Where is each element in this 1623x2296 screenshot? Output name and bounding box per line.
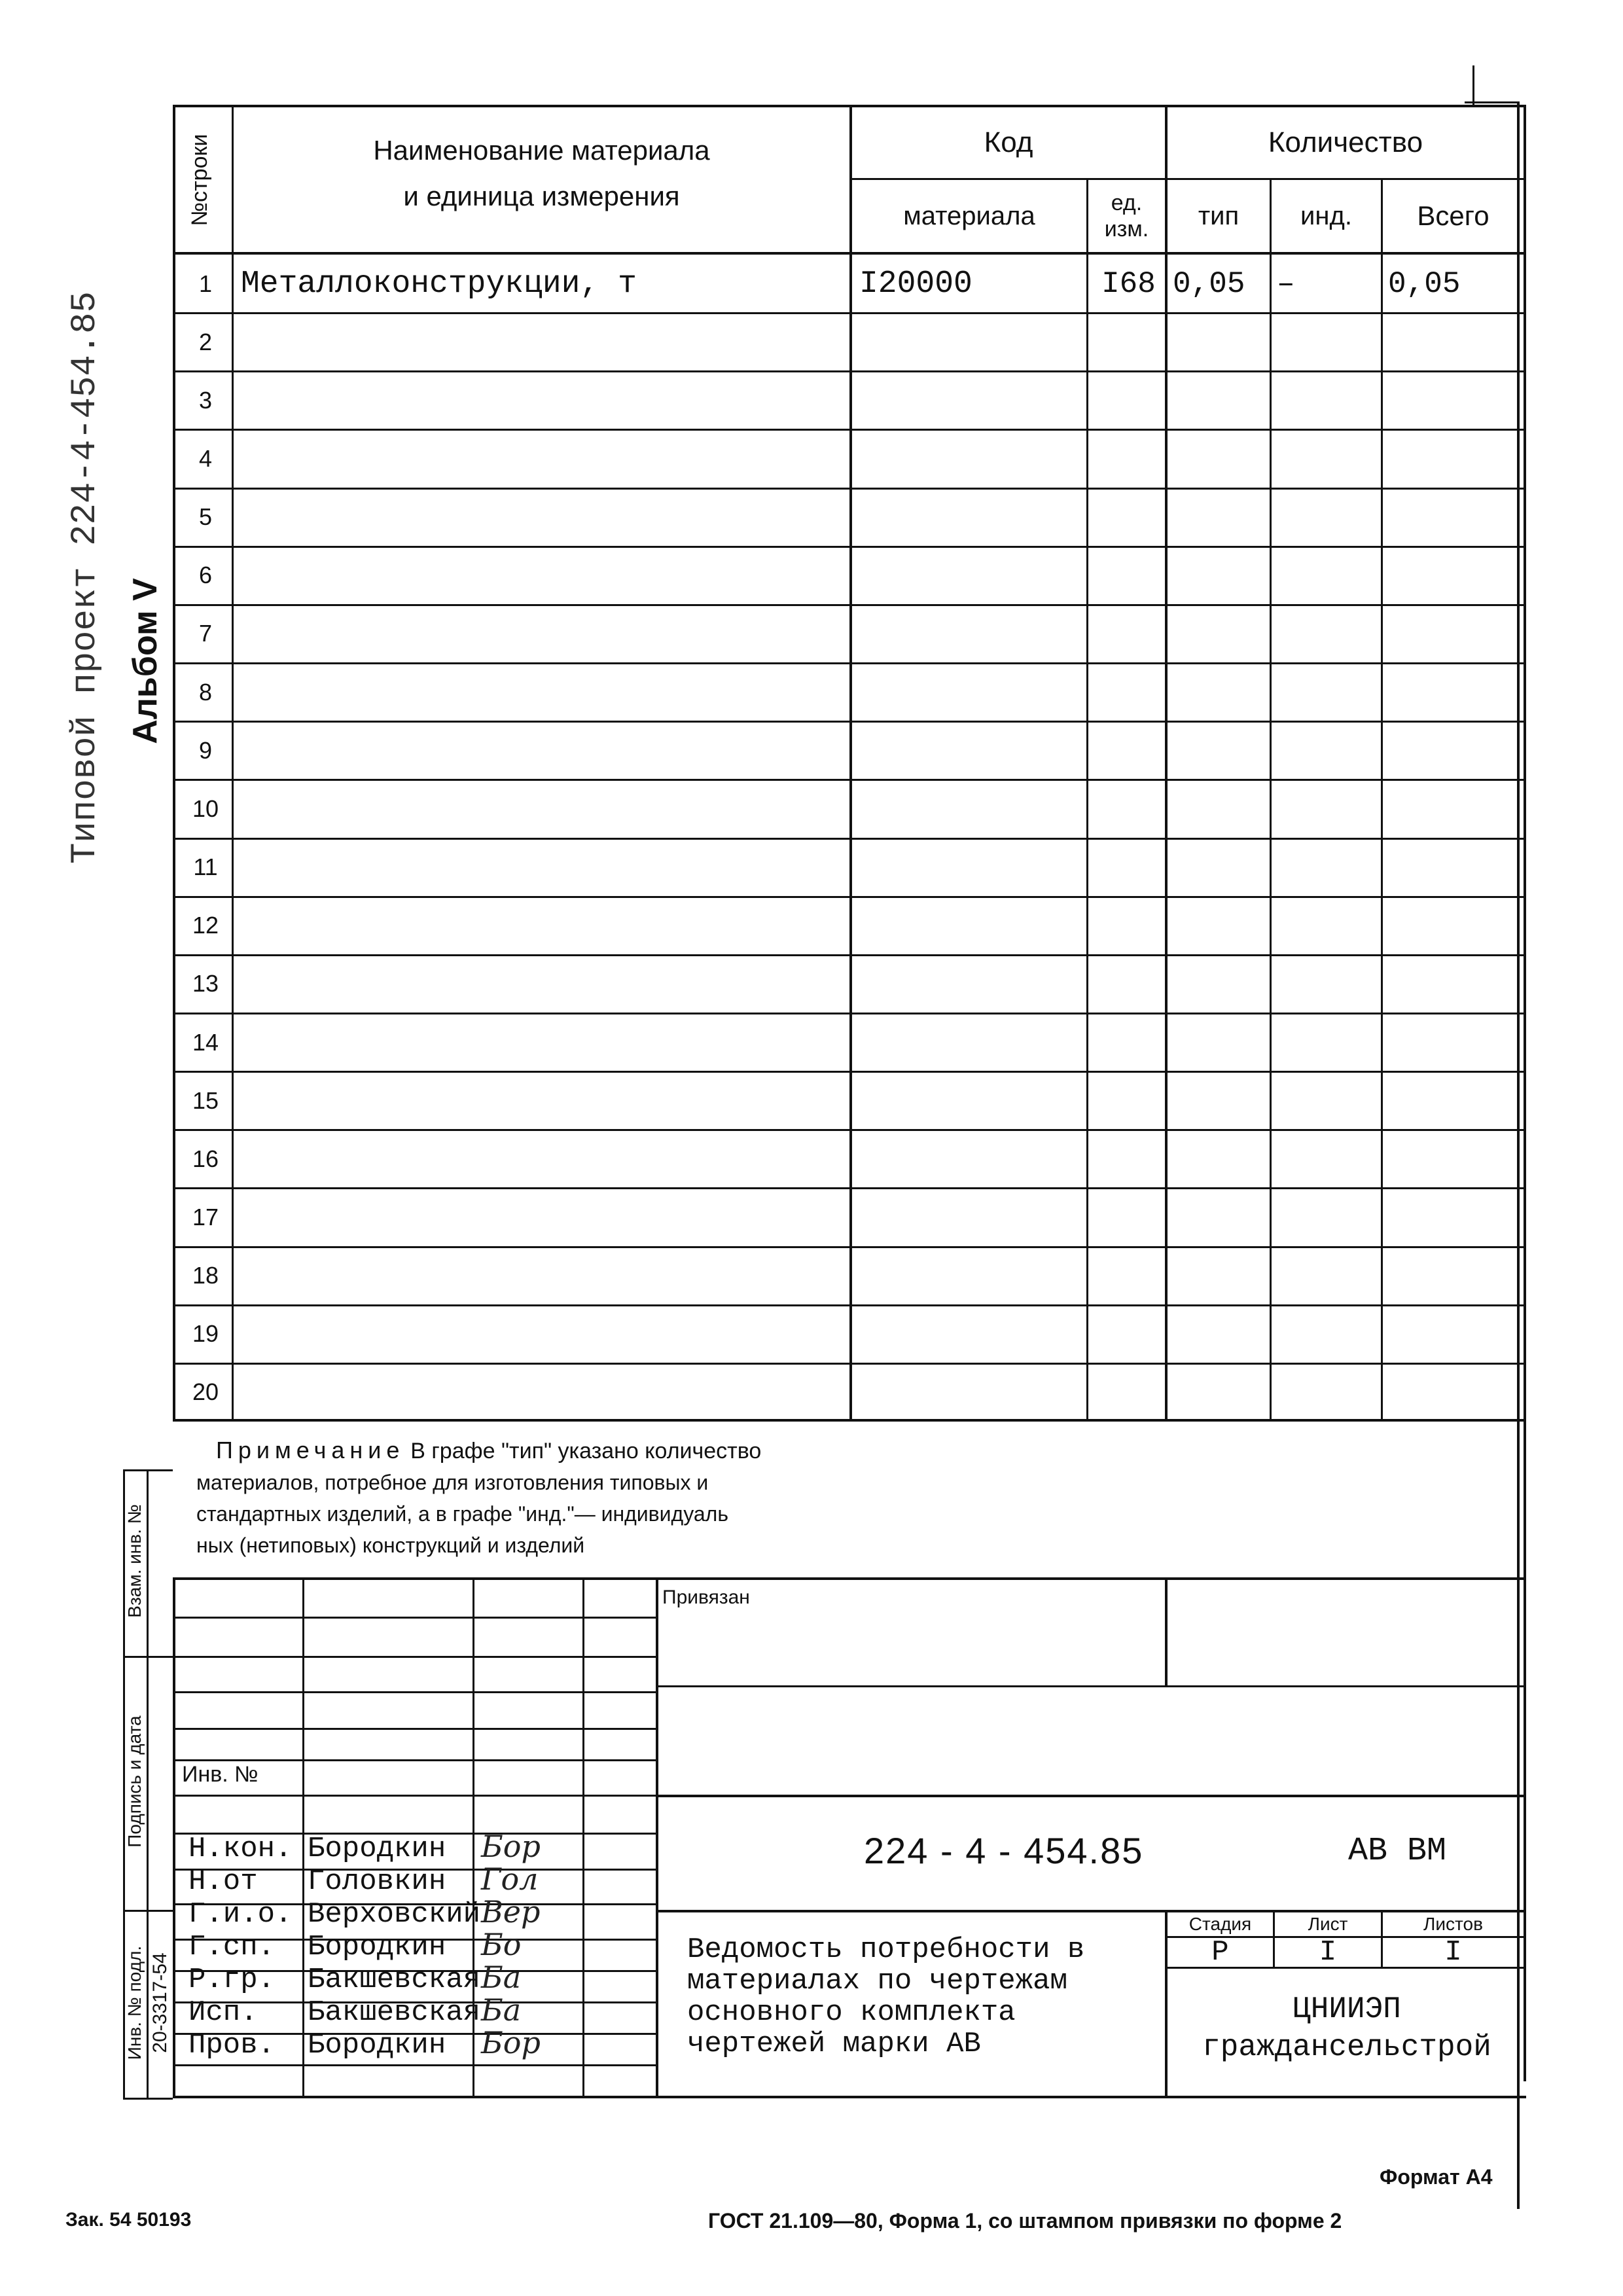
- signature: Бор: [481, 2025, 541, 2060]
- material-code: [859, 371, 1085, 429]
- material-code: [859, 780, 1085, 838]
- signer-role: Исп.: [188, 1996, 258, 2029]
- title-line: материалах по чертежам: [687, 1965, 1067, 1998]
- material-code: [859, 429, 1085, 488]
- qty-ind-header: инд.: [1300, 201, 1352, 230]
- qty-total: [1388, 780, 1522, 838]
- signature: Ба: [481, 1992, 522, 2028]
- material-name: [241, 1363, 848, 1422]
- document-title: [687, 1934, 1084, 2060]
- qty-ind: [1277, 1071, 1380, 1130]
- qty-total: [1388, 955, 1522, 1013]
- qty-type-header: тип: [1198, 201, 1240, 230]
- qty-total: [1388, 1247, 1522, 1305]
- qty-type: [1173, 721, 1268, 780]
- row-number: 15: [192, 1086, 219, 1114]
- name-header-line1: Наименование материала: [373, 135, 710, 166]
- row-number: 18: [192, 1262, 219, 1289]
- sheet-label: Лист: [1308, 1914, 1348, 1934]
- unit-code: [1094, 897, 1164, 955]
- signer-name: Головкин: [308, 1865, 446, 1898]
- material-code: [859, 605, 1085, 663]
- name-header-line2: и единица измерения: [403, 181, 680, 211]
- row-number: 6: [198, 562, 213, 589]
- qty-ind: [1277, 663, 1380, 721]
- qty-ind: [1277, 897, 1380, 955]
- unit-code: [1094, 838, 1164, 897]
- material-code: [859, 1305, 1085, 1363]
- unit-code: [1094, 780, 1164, 838]
- unit-code: [1094, 429, 1164, 488]
- qty-total: [1388, 605, 1522, 663]
- row-number: 4: [198, 445, 213, 472]
- qty-total: [1388, 838, 1522, 897]
- material-code: [859, 488, 1085, 547]
- qty-ind: [1277, 1363, 1380, 1422]
- qty-type: [1173, 547, 1268, 605]
- qty-total: [1388, 547, 1522, 605]
- material-name: [241, 1071, 848, 1130]
- qty-ind: [1277, 838, 1380, 897]
- signer-role: Р.гр.: [188, 1964, 276, 1996]
- organization-line1: ЦНИИЭП: [1293, 1992, 1401, 2026]
- inv-podl-label: Инв. № подл.: [124, 1945, 145, 2060]
- qty-total: [1388, 488, 1522, 547]
- qty-ind: [1277, 955, 1380, 1013]
- material-name: [241, 838, 848, 897]
- material-code: [859, 721, 1085, 780]
- qty-type: [1173, 897, 1268, 955]
- material-name: [241, 1188, 848, 1246]
- row-number: 17: [192, 1203, 219, 1230]
- qty-type: [1173, 429, 1268, 488]
- organization-line2: граждансельстрой: [1202, 2030, 1491, 2064]
- qty-total: 0,05: [1388, 266, 1461, 301]
- qty-ind: [1277, 371, 1380, 429]
- unit-code: [1094, 1188, 1164, 1246]
- material-name: [241, 1247, 848, 1305]
- note-line: ных (нетиповых) конструкций и изделий: [196, 1534, 585, 1557]
- unit-code: I68: [1101, 266, 1156, 301]
- qty-ind: [1277, 488, 1380, 547]
- qty-ind: [1277, 1130, 1380, 1188]
- qty-ind: [1277, 1013, 1380, 1071]
- qty-type: [1173, 1305, 1268, 1363]
- signer-name: Бородкин: [308, 1833, 446, 1865]
- material-code: [859, 663, 1085, 721]
- qty-total: [1388, 1130, 1522, 1188]
- document-mark: АВ ВМ: [1348, 1833, 1447, 1870]
- qty-type: [1173, 488, 1268, 547]
- sheets-label: Листов: [1423, 1914, 1483, 1934]
- row-number: 10: [192, 795, 219, 822]
- material-code: I20000: [859, 266, 972, 302]
- unit-code: [1094, 313, 1164, 371]
- material-code: [859, 1363, 1085, 1422]
- material-name: [241, 663, 848, 721]
- sheets-value: I: [1444, 1937, 1462, 1967]
- unit-code: [1094, 1247, 1164, 1305]
- note: [196, 1435, 761, 1561]
- signature: Вер: [481, 1894, 541, 1929]
- note-line: В графе "тип" указано количество: [410, 1439, 762, 1463]
- material-name: [241, 605, 848, 663]
- unit-code: [1094, 663, 1164, 721]
- qty-type: [1173, 838, 1268, 897]
- title-line: чертежей марки АВ: [687, 2028, 981, 2060]
- qty-total-header: Всего: [1417, 200, 1489, 231]
- row-number: 12: [192, 912, 219, 939]
- material-code: [859, 1013, 1085, 1071]
- signer-name: Бородкин: [308, 1931, 446, 1964]
- note-line: материалов, потребное для изготовления типовых и: [196, 1471, 709, 1494]
- material-name: [241, 955, 848, 1013]
- signature: Бор: [481, 1829, 541, 1864]
- vzam-inv-label: Взам. инв. №: [124, 1504, 145, 1618]
- material-code: [859, 313, 1085, 371]
- signer-name: Бакшевская: [308, 1964, 481, 1996]
- row-number-header: №строки: [187, 134, 212, 226]
- qty-type: [1173, 1130, 1268, 1188]
- qty-type: [1173, 1247, 1268, 1305]
- signer-role: Н.кон.: [188, 1833, 293, 1865]
- stage-label: Стадия: [1188, 1914, 1252, 1934]
- material-code: [859, 897, 1085, 955]
- document-code: 224 - 4 - 454.85: [864, 1830, 1144, 1871]
- stage-value: Р: [1211, 1937, 1229, 1967]
- material-name: [241, 1013, 848, 1071]
- material-name: [241, 371, 848, 429]
- project-label: Типовой проект 224-4-454.85: [65, 291, 105, 864]
- material-code: [859, 1130, 1085, 1188]
- row-number: 8: [198, 678, 213, 706]
- title-line: Ведомость потребности в: [687, 1933, 1085, 1966]
- qty-ind: [1277, 721, 1380, 780]
- material-name: Металлоконструкции, т: [241, 266, 637, 302]
- signer-name: Бородкин: [308, 2029, 446, 2062]
- signature: Бо: [481, 1927, 522, 1962]
- qty-type: [1173, 1188, 1268, 1246]
- qty-type: [1173, 1363, 1268, 1422]
- qty-total: [1388, 663, 1522, 721]
- unit-code: [1094, 721, 1164, 780]
- code-material-header: материала: [903, 201, 1035, 230]
- qty-ind: [1277, 429, 1380, 488]
- code-group-header: Код: [984, 126, 1033, 158]
- qty-type: [1173, 605, 1268, 663]
- inv-no-label: Инв. №: [182, 1762, 259, 1787]
- signer-role: Н.от: [188, 1865, 258, 1898]
- row-number: 7: [198, 620, 213, 647]
- signer-name: Верховский: [308, 1898, 481, 1931]
- qty-type: [1173, 371, 1268, 429]
- qty-ind: [1277, 547, 1380, 605]
- row-number: 9: [198, 736, 213, 764]
- row-number: 11: [193, 853, 218, 881]
- qty-type: [1173, 1013, 1268, 1071]
- material-name: [241, 429, 848, 488]
- qty-type: [1173, 313, 1268, 371]
- album-label: Альбом V: [126, 578, 164, 744]
- qty-ind: [1277, 1188, 1380, 1246]
- title-line: основного комплекта: [687, 1996, 1016, 2029]
- row-number: 19: [192, 1320, 219, 1348]
- privyazan-label: Привязан: [662, 1587, 750, 1608]
- code-unit-header-line1: ед.: [1111, 190, 1143, 215]
- qty-total: [1388, 897, 1522, 955]
- unit-code: [1094, 605, 1164, 663]
- unit-code: [1094, 1130, 1164, 1188]
- material-code: [859, 1247, 1085, 1305]
- qty-total: [1388, 429, 1522, 488]
- qty-type: [1173, 1071, 1268, 1130]
- unit-code: [1094, 547, 1164, 605]
- signer-role: Г.и.о.: [188, 1898, 293, 1931]
- signer-name: Бакшевская: [308, 1996, 481, 2029]
- code-unit-header-line2: изм.: [1104, 216, 1149, 242]
- note-title: Примечание: [216, 1437, 405, 1463]
- qty-type: [1173, 955, 1268, 1013]
- material-name: [241, 1130, 848, 1188]
- row-number: 2: [198, 328, 213, 355]
- podpis-data-label: Подпись и дата: [124, 1715, 145, 1848]
- format-label: Формат А4: [1380, 2165, 1493, 2189]
- unit-code: [1094, 371, 1164, 429]
- material-name: [241, 488, 848, 547]
- qty-type: [1173, 780, 1268, 838]
- signer-role: Г.сп.: [188, 1931, 276, 1964]
- material-name: [241, 721, 848, 780]
- qty-total: [1388, 1013, 1522, 1071]
- unit-code: [1094, 1071, 1164, 1130]
- unit-code: [1094, 1363, 1164, 1422]
- signer-role: Пров.: [188, 2029, 276, 2062]
- unit-code: [1094, 1013, 1164, 1071]
- row-number: 20: [192, 1378, 219, 1406]
- signature: Ба: [481, 1960, 522, 1995]
- qty-ind: [1277, 780, 1380, 838]
- row-number: 14: [192, 1028, 219, 1056]
- material-name: [241, 780, 848, 838]
- qty-type: 0,05: [1173, 266, 1245, 301]
- row-number: 5: [198, 503, 213, 531]
- gost-reference: ГОСТ 21.109—80, Форма 1, со штампом привязки по форме 2: [708, 2209, 1342, 2233]
- unit-code: [1094, 955, 1164, 1013]
- qty-ind: –: [1277, 266, 1295, 301]
- material-code: [859, 955, 1085, 1013]
- qty-total: [1388, 1188, 1522, 1246]
- qty-ind: [1277, 1247, 1380, 1305]
- row-number: 1: [198, 270, 213, 297]
- material-code: [859, 547, 1085, 605]
- qty-total: [1388, 313, 1522, 371]
- signature: Гол: [481, 1861, 539, 1897]
- material-code: [859, 1071, 1085, 1130]
- material-code: [859, 1188, 1085, 1246]
- material-name: [241, 547, 848, 605]
- qty-type: [1173, 663, 1268, 721]
- qty-group-header: Количество: [1268, 126, 1423, 158]
- unit-code: [1094, 488, 1164, 547]
- qty-ind: [1277, 313, 1380, 371]
- qty-ind: [1277, 605, 1380, 663]
- inv-podl-value: 20-3317-54: [149, 1952, 171, 2053]
- material-name: [241, 1305, 848, 1363]
- row-number: 13: [192, 970, 219, 997]
- qty-total: [1388, 371, 1522, 429]
- material-name: [241, 897, 848, 955]
- material-name: [241, 313, 848, 371]
- sheet-value: I: [1319, 1937, 1337, 1967]
- unit-code: [1094, 1305, 1164, 1363]
- qty-total: [1388, 1071, 1522, 1130]
- qty-total: [1388, 721, 1522, 780]
- qty-total: [1388, 1305, 1522, 1363]
- qty-ind: [1277, 1305, 1380, 1363]
- material-code: [859, 838, 1085, 897]
- row-number: 3: [198, 386, 213, 414]
- qty-total: [1388, 1363, 1522, 1422]
- order-number: Зак. 54 50193: [65, 2209, 192, 2231]
- row-number: 16: [192, 1145, 219, 1172]
- note-line: стандартных изделий, а в графе "инд."— индивидуаль: [196, 1502, 728, 1526]
